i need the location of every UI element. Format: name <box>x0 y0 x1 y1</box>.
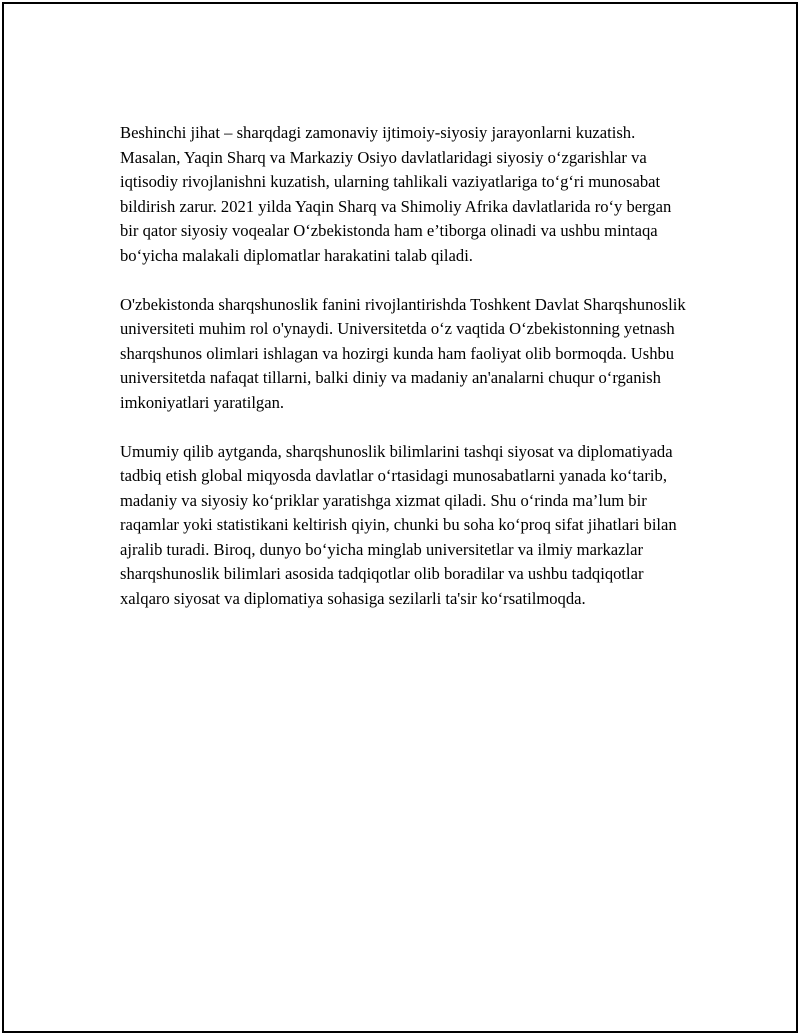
paragraph-3: Umumiy qilib aytganda, sharqshunoslik bilimlarini tashqi siyosat va diplomatiyada tadbiq etish global miqyosda davlatlar o‘rtasidagi munosabatlarni yanada ko‘tarib, madaniy va siyosiy ko‘priklar yaratishga xizmat qiladi. Shu o‘rinda ma’lum bir raqamlar yoki statistikani keltirish qiyin, chunki bu soha ko‘proq sifat jihatlari bilan ajralib turadi. Biroq, dunyo bo‘yicha minglab universitetlar va ilmiy markazlar sharqshunoslik bilimlari asosida tadqiqotlar olib boradilar va ushbu tadqiqotlar xalqaro siyosat va diplomatiya sohasiga sezilarli ta'sir ko‘rsatilmoqda. <box>120 441 677 608</box>
paragraph-2: O'zbekistonda sharqshunoslik fanini rivojlantirishda Toshkent Davlat Sharqshunoslik universiteti muhim rol o'ynaydi. Universitetda o‘z vaqtida O‘zbekistonning yetnash sharqshunos olimlari ishlagan va hozirgi kunda ham faoliyat olib bormoqda. Ushbu universitetda nafaqat tillarni, balki diniy va madaniy an'analarni chuqur o‘rganish imkoniyatlari yaratilgan. <box>120 294 686 412</box>
paragraph-1: Beshinchi jihat – sharqdagi zamonaviy ijtimoiy-siyosiy jarayonlarni kuzatish. Masalan, Yaqin Sharq va Markaziy Osiyo davlatlaridagi siyosiy o‘zgarishlar va iqtisodiy rivojlanishni kuzatish, ularning tahlikali vaziyatlariga to‘g‘ri munosabat bildirish zarur. 2021 yilda Yaqin Sharq va Shimoliy Afrika davlatlarida ro‘y bergan bir qator siyosiy voqealar O‘zbekistonda ham e’tiborga olinadi va ushbu mintaqa bo‘yicha malakali diplomatlar harakatini talab qiladi. <box>120 123 672 265</box>
document-page <box>2 2 798 1033</box>
document-body <box>120 121 690 636</box>
